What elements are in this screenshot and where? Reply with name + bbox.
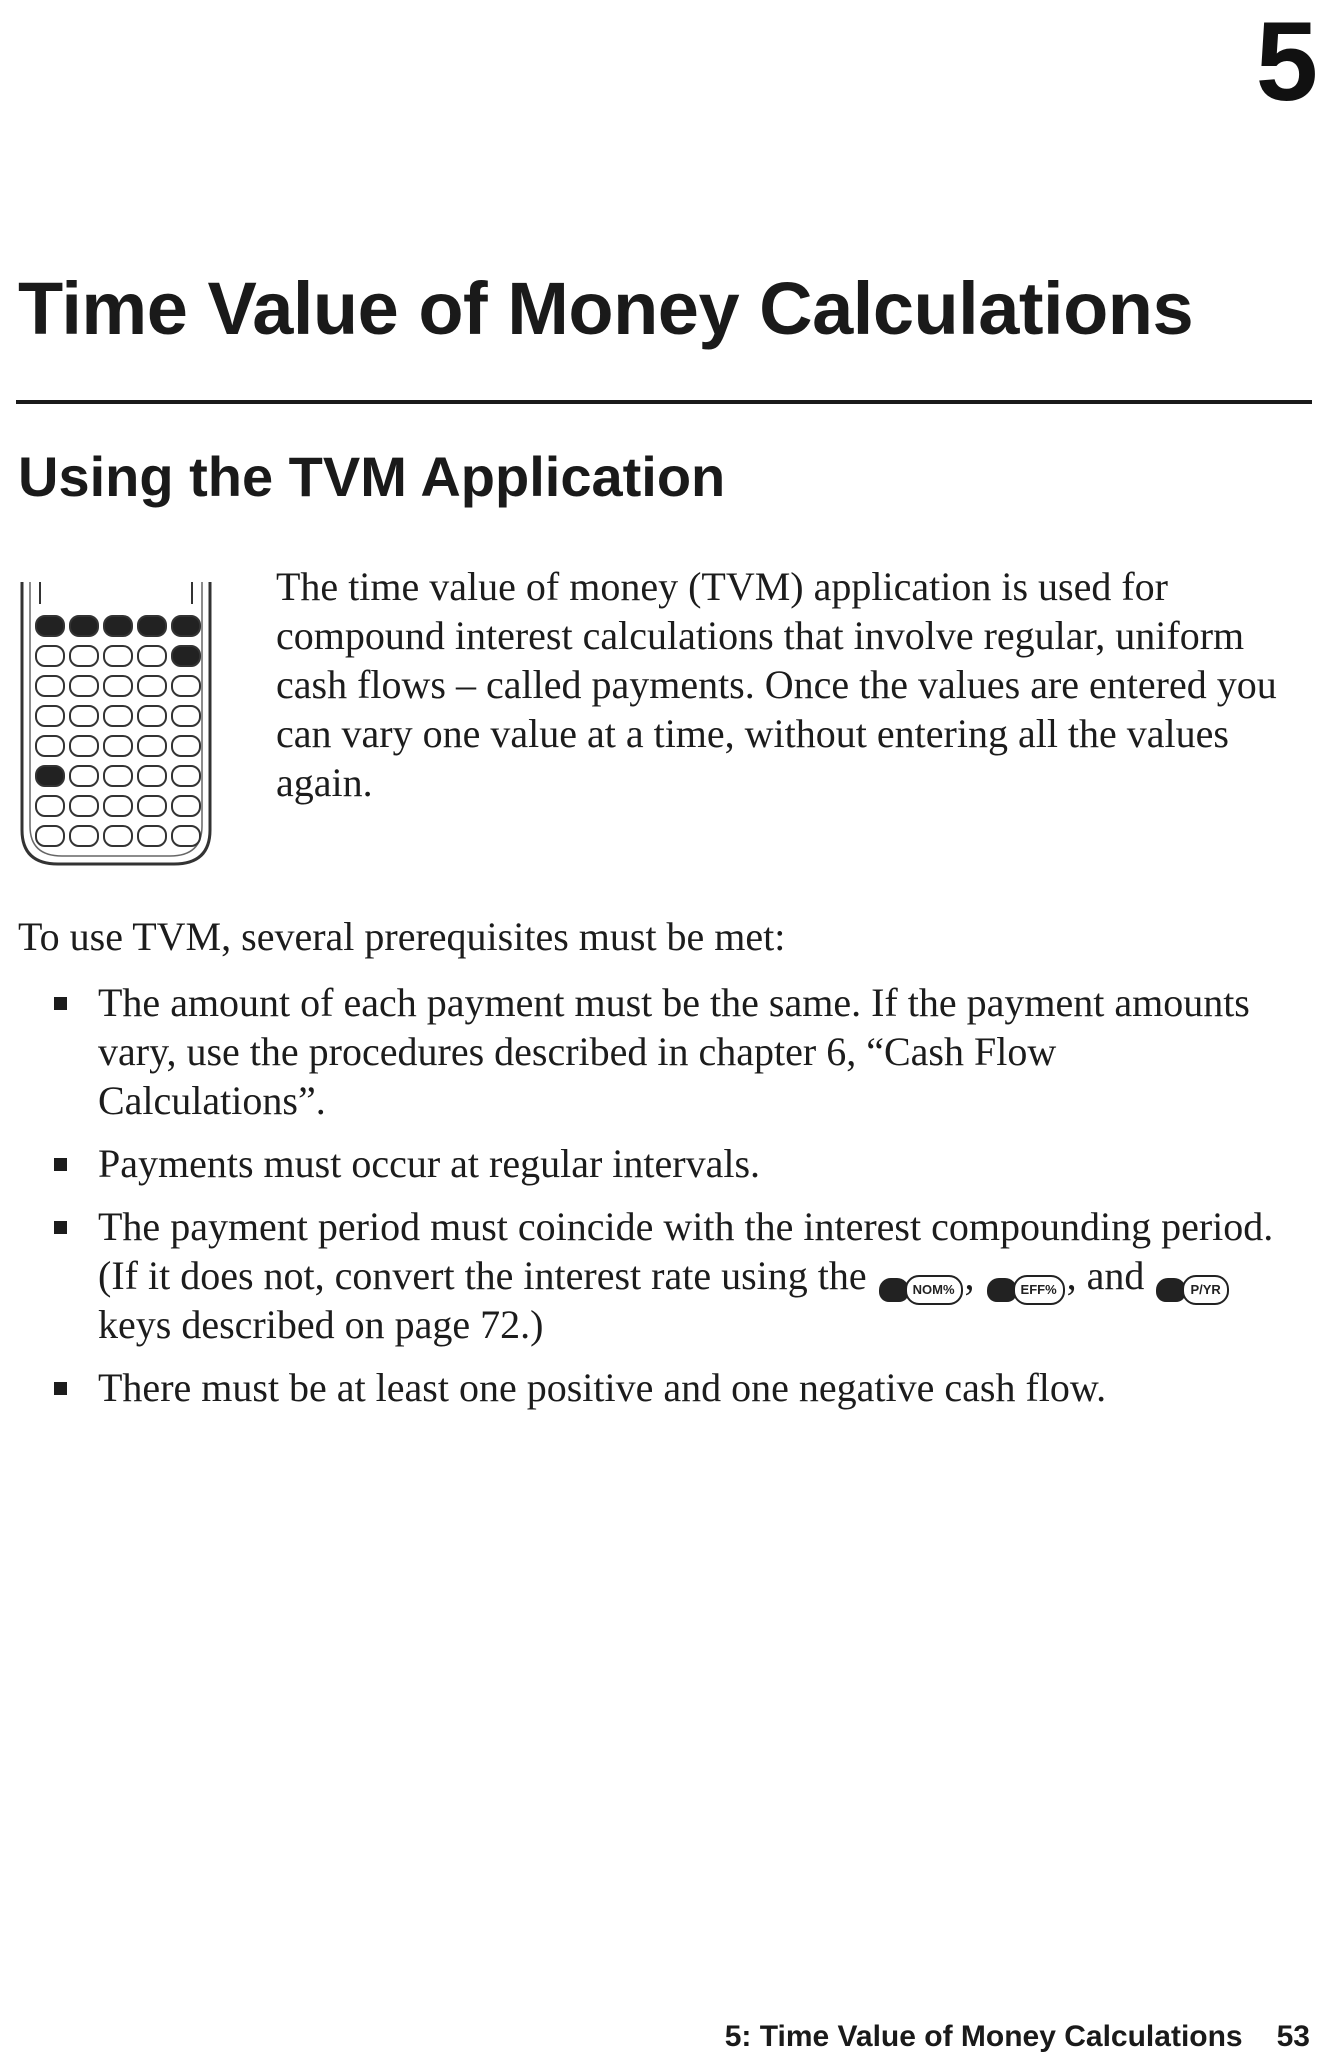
calculator-key-icon — [138, 646, 166, 666]
bullet-icon — [54, 1221, 67, 1234]
calculator-key-icon — [104, 646, 132, 666]
key-label: P/YR — [1182, 1275, 1228, 1305]
eff-key-icon — [987, 1261, 1065, 1297]
calculator-key-icon — [104, 706, 132, 726]
calculator-key-icon — [172, 796, 200, 816]
bullet-icon — [54, 1158, 67, 1171]
calculator-key-icon — [138, 826, 166, 846]
footer-title: 5: Time Value of Money Calculations — [724, 2020, 1243, 2053]
key-label: EFF% — [1013, 1275, 1065, 1305]
calculator-icon — [18, 578, 214, 868]
calculator-key-icon — [70, 616, 98, 636]
intro-paragraph: The time value of money (TVM) application is used for compound interest calculations that involve regular, uniform cash flows – called payments. Once the values are entered you can vary one value at a time, without entering all the values again. — [276, 564, 1277, 805]
calculator-key-icon — [36, 736, 64, 756]
list-item — [0, 1139, 1326, 1188]
calculator-key-icon — [70, 676, 98, 696]
calculator-key-icon — [36, 766, 64, 786]
calculator-key-icon — [104, 616, 132, 636]
calculator-key-icon — [104, 766, 132, 786]
bullet-icon — [54, 997, 67, 1010]
calculator-key-icon — [70, 796, 98, 816]
prerequisites-intro: To use TVM, several prerequisites must be met: — [18, 914, 786, 959]
prerequisites-list — [0, 978, 1326, 1426]
chapter-number: 5 — [1255, 0, 1318, 124]
page-number: 53 — [1276, 2020, 1310, 2053]
calculator-key-icon — [36, 826, 64, 846]
calculator-key-icon — [138, 706, 166, 726]
calculator-key-icon — [70, 766, 98, 786]
section-title: Using the TVM Application — [18, 445, 726, 508]
calculator-key-icon — [172, 676, 200, 696]
calculator-key-icon — [36, 646, 64, 666]
calculator-key-icon — [70, 826, 98, 846]
calculator-key-icon — [138, 736, 166, 756]
list-item-text: The payment period must coincide with the interest compounding period. (If it does not, convert the interest rate using the — [98, 1204, 1274, 1298]
bullet-icon — [54, 1382, 67, 1395]
key-label: NOM% — [905, 1275, 963, 1305]
title-divider — [16, 400, 1312, 404]
chapter-title: Time Value of Money Calculations — [18, 267, 1194, 350]
calculator-key-icon — [70, 706, 98, 726]
list-item-text: keys described on page 72.) — [98, 1302, 544, 1347]
list-item-text: , and — [1066, 1253, 1145, 1298]
calculator-key-icon — [172, 826, 200, 846]
calculator-key-icon — [172, 706, 200, 726]
calculator-key-icon — [104, 676, 132, 696]
calculator-key-icon — [138, 766, 166, 786]
calculator-key-icon — [138, 616, 166, 636]
list-item — [0, 1363, 1326, 1412]
list-item — [0, 978, 1326, 1125]
calculator-key-icon — [36, 616, 64, 636]
list-item-text: There must be at least one positive and one negative cash flow. — [98, 1365, 1107, 1410]
calculator-key-icon — [70, 736, 98, 756]
calculator-key-icon — [104, 736, 132, 756]
list-item-text: Payments must occur at regular intervals. — [98, 1141, 761, 1186]
calculator-key-icon — [36, 706, 64, 726]
calculator-key-icon — [172, 766, 200, 786]
calculator-key-icon — [138, 796, 166, 816]
calculator-key-icon — [104, 796, 132, 816]
calculator-key-icon — [104, 826, 132, 846]
pyr-key-icon — [1156, 1261, 1228, 1297]
calculator-key-icon — [36, 676, 64, 696]
calculator-key-icon — [172, 646, 200, 666]
list-item-text: The amount of each payment must be the same. If the payment amounts vary, use the procedures described in chapter 6, “Cash Flow Calculations”. — [98, 980, 1250, 1123]
calculator-key-icon — [70, 646, 98, 666]
list-item — [0, 1202, 1326, 1349]
page-footer — [725, 2020, 1310, 2054]
calculator-key-icon — [172, 616, 200, 636]
list-item-text: , — [964, 1253, 975, 1298]
calculator-key-icon — [172, 736, 200, 756]
calculator-key-icon — [36, 796, 64, 816]
calculator-key-icon — [138, 676, 166, 696]
nom-key-icon — [879, 1261, 963, 1297]
